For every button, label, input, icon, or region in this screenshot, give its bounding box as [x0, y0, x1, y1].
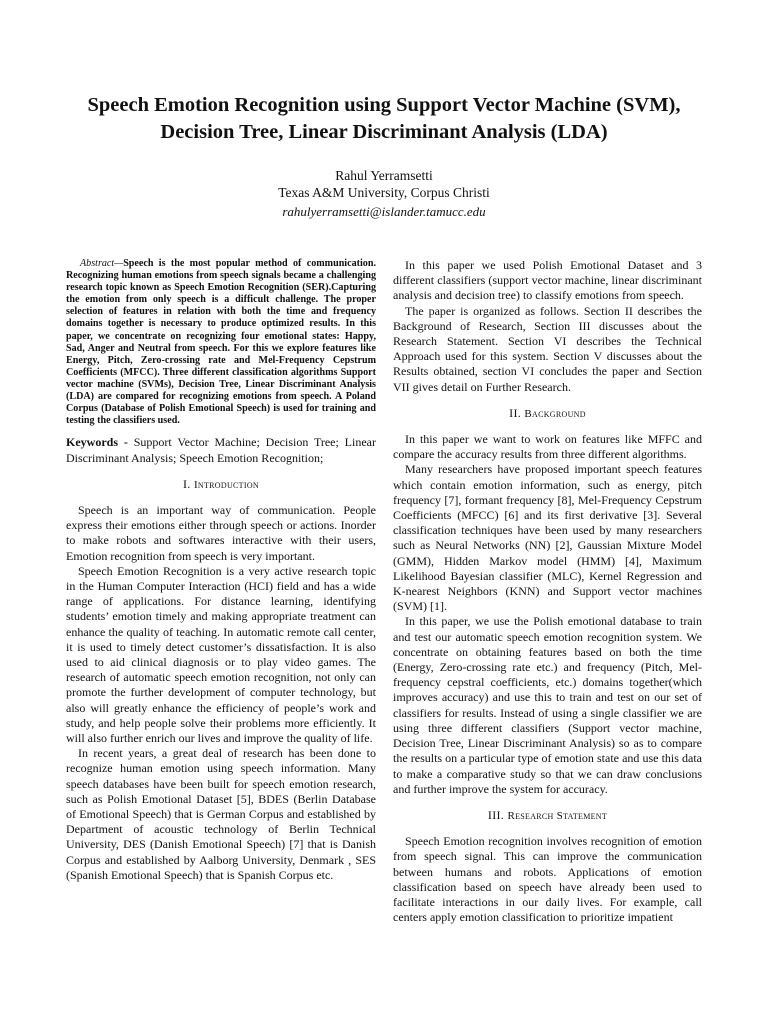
abstract — [66, 258, 376, 427]
abstract-text: Speech is the most popular method of communication. Recognizing human emotions from speech signals became a challenging research topic known as Speech Emotion Recognition (SER).Capturing the emotion from only speech is a difficult challenge. The proper selection of features in relation with both the time and frequency domains together is necessary to produce optimized results. In this paper, we concentrate on recognizing four emotional states: Happy, Sad, Anger and Neutral from speech. For this we explore features like Energy, Pitch, Zero-crossing rate and Mel-Frequency Cepstrum Coefficients (MFCC). Three different classification algorithms Support vector machine (SVMs), Decision Tree, Linear Discriminant Analysis (LDA) are compared for recognizing emotions from speech. A Poland Corpus (Database of Polish Emotional Speech) is used for training and testing the classifiers used. — [66, 258, 376, 427]
intro-paragraph-2: Speech Emotion Recognition is a very active research topic in the Human Computer Interaction (HCI) field and has a wide range of applications. For distance learning, identifying students’ emotion timely and making appropriate treatment can enhance the quality of teaching. In automatic remote call center, it is used to timely detect customer’s dissatisfaction. It is also used to aid clinical diagnosis or to play video games. The research of automatic speech emotion recognition, not only can promote the further development of computer technology, but also will greatly enhance the efficiency of people’s work and study, and help people solve their problems more efficiently. It will also further enrich our lives and improve the quality of life. — [66, 563, 376, 745]
section-heading-introduction — [66, 477, 376, 493]
right-column — [393, 258, 702, 925]
section-title: Research Statement — [507, 809, 608, 822]
section-heading-background — [393, 406, 702, 422]
section-heading-research-statement — [393, 808, 702, 824]
intro-continued-paragraph-2: The paper is organized as follows. Section II describes the Background of Research, Section III discusses about the Research Statement. Section VI describes the Technical Approach used for this system. Section V discusses about the Results obtained, section VI concludes the paper and Section VII gives detail on Further Research. — [393, 303, 702, 394]
author-name: Rahul Yerramsetti — [335, 168, 433, 183]
section-title: Background — [524, 407, 586, 420]
author-affiliation: Texas A&M University, Corpus Christi — [278, 185, 490, 200]
left-column — [66, 258, 376, 883]
intro-paragraph-3: In recent years, a great deal of research has been done to recognize human emotion using speech information. Many speech databases have been built for speech emotion research, such as Polish Emotional Dataset [5], BDES (Berlin Database of Emotional Speech) that is German Corpus and established by Department of acoustic technology of Berlin Technical University, DES (Danish Emotional Speech) [7] that is Danish Corpus and established by Aalborg University, Denmark , SES (Spanish Emotional Speech) that is Spanish Corpus etc. — [66, 746, 376, 882]
background-paragraph-1: In this paper we want to work on features like MFFC and compare the accuracy results from three different algorithms. — [393, 432, 702, 462]
abstract-label: Abstract— — [80, 258, 124, 269]
paper-title: Speech Emotion Recognition using Support Vector Machine (SVM), Decision Tree, Linear Discriminant Analysis (LDA) — [87, 94, 681, 143]
section-numeral: I. — [183, 476, 191, 491]
section-title: Introduction — [193, 478, 259, 491]
keywords-label: Keywords - — [66, 435, 128, 450]
section-numeral: II. — [509, 405, 522, 420]
intro-continued-paragraph-1: In this paper we used Polish Emotional Dataset and 3 different classifiers (support vector machine, linear discriminant analysis and decision tree) to classify emotions from speech. — [393, 258, 702, 303]
intro-paragraph-1: Speech is an important way of communication. People express their emotions either through speech or actions. Inorder to make robots and softwares interactive with their users, Emotion recognition from speech is very important. — [66, 502, 376, 563]
keywords — [66, 435, 376, 465]
background-paragraph-3: In this paper, we use the Polish emotional database to train and test our automatic speech emotion recognition system. We concentrate on obtaining features based on both the time (Energy, Zero-crossing rate etc.) and frequency (Pitch, Mel-frequency cepstral coefficients, etc.) domains together(which improves accuracy) and use this to train and test on our set of classifiers for results. Instead of using a single classifier we are using three different classifiers (Support vector machine, Decision Tree, Linear Discriminant Analysis) so as to compare the results on a particular type of emotion state and use this data to make a comparative study so that we can draw conclusions and further improve the system for accuracy. — [393, 614, 702, 796]
keywords-text: Support Vector Machine; Decision Tree; Linear Discriminant Analysis; Speech Emotion Recognition; — [66, 435, 376, 465]
research-paragraph-1: Speech Emotion recognition involves recognition of emotion from speech signal. This can improve the communication between humans and robots. Applications of emotion classification based on speech have already been used to facilitate interactions in our daily lives. For example, call centers apply emotion classification to prioritize impatient — [393, 834, 702, 925]
section-numeral: III. — [487, 807, 505, 822]
background-paragraph-2: Many researchers have proposed important speech features which contain emotion information, such as energy, pitch frequency [7], formant frequency [8], Mel-Frequency Cepstrum Coefficients (MFCC) [6] and its first derivative [3]. Several classification techniques have been used by many researchers such as Neural Networks (NN) [2], Gaussian Mixture Model (GMM), Hidden Markov model (HMM) [4], Maximum Likelihood Bayesian classifier (MLC), Kernel Regression and K-nearest Neighbors (KNN) and Support vector machines (SVM) [1]. — [393, 462, 702, 614]
author-email: rahulyerramsetti@islander.tamucc.edu — [282, 204, 486, 219]
